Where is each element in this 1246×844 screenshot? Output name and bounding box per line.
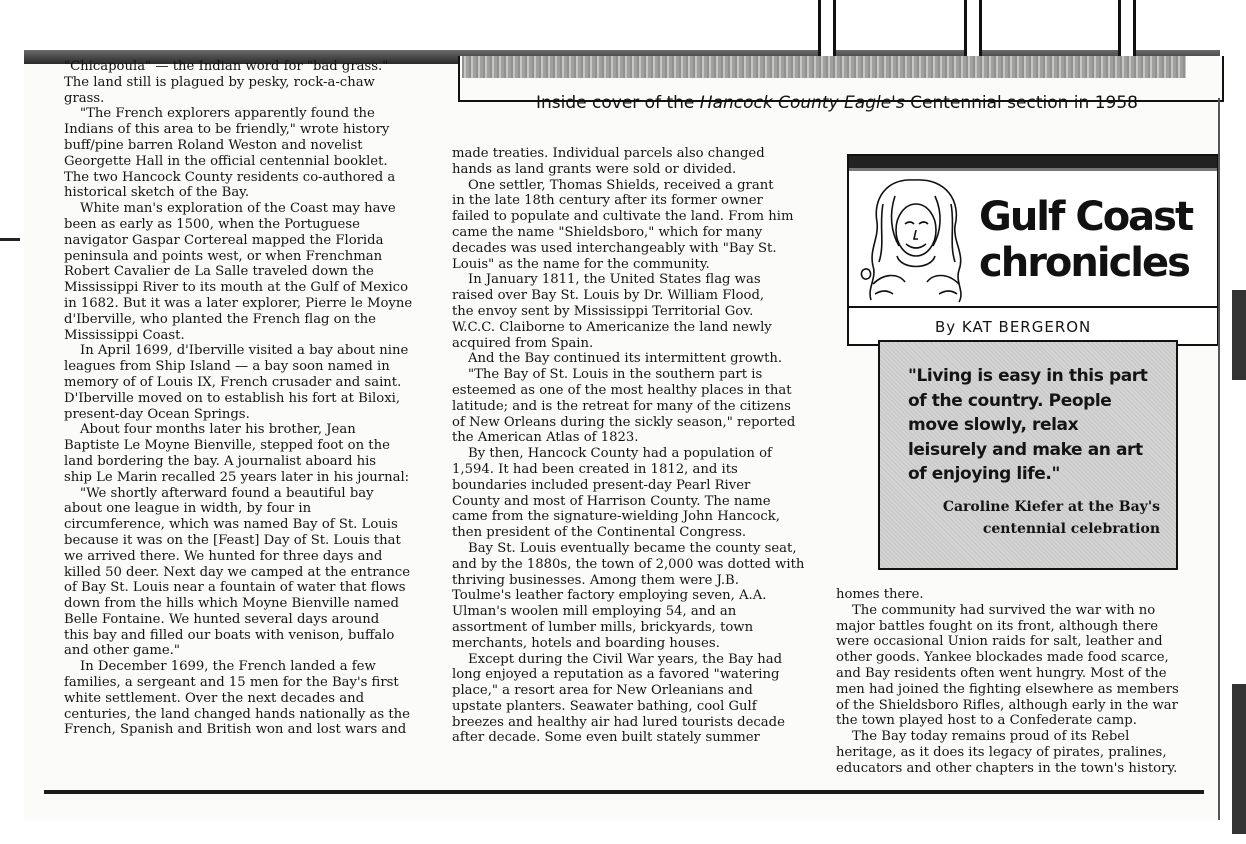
article-line: historical sketch of the Bay. <box>64 185 250 201</box>
publication-name: Hancock County Eagle's <box>699 93 905 113</box>
column-masthead <box>979 194 1209 286</box>
article-line: Georgette Hall in the official centennial booklet. <box>64 153 388 169</box>
article-line: after decade. Some even built stately summer <box>452 730 760 746</box>
article-line: acquired from Spain. <box>452 335 594 351</box>
article-line: in 1682. But it was a later explorer, Pierre le Moyne <box>64 295 413 311</box>
article-line: One settler, Thomas Shields, received a grant <box>468 177 774 193</box>
article-line: The community had survived the war with no <box>852 602 1156 618</box>
divider <box>849 306 1217 308</box>
article-column-1 <box>64 59 436 738</box>
article-line: Baptiste Le Moyne Bienville, stepped foot on the <box>64 438 390 454</box>
article-line: Belle Fontaine. We hunted several days around <box>64 611 380 627</box>
scan-smudge <box>1232 290 1246 380</box>
masthead-line: Gulf Coast <box>979 194 1193 240</box>
article-line: and other game." <box>64 643 180 659</box>
article-line: About four months later his brother, Jean <box>80 422 356 438</box>
article-line: major battles fought on its front, although there <box>836 618 1159 634</box>
article-line: thriving businesses. Among them were J.B. <box>452 572 739 588</box>
article-line: "The Bay of St. Louis in the southern part is <box>468 367 763 383</box>
article-line: navigator Gaspar Cortereal mapped the Florida <box>64 232 384 248</box>
page-edge-rule <box>1218 98 1220 820</box>
article-line: breezes and healthy air had lured tourists decade <box>452 714 785 730</box>
article-line: the American Atlas of 1823. <box>452 430 639 446</box>
scan-smudge <box>0 238 20 241</box>
article-line: and by the 1880s, the town of 2,000 was dotted with <box>452 556 805 572</box>
page-caption: Inside cover of the Hancock County Eagle's Centennial section in 1958 <box>536 93 1138 113</box>
quote-line: "Living is easy in this part <box>908 366 1148 386</box>
article-line: "The French explorers apparently found the <box>80 106 375 122</box>
article-line: heritage, as it does its legacy of pirates, pralines, <box>836 744 1167 760</box>
article-line: in the late 18th century after its former owner <box>452 193 763 209</box>
article-line: men had joined the fighting elsewhere as members <box>836 681 1179 697</box>
article-line: upstate planters. Seawater bathing, cool Gulf <box>452 698 757 714</box>
article-line: In January 1811, the United States flag was <box>468 272 761 288</box>
article-line: Ulman's woolen mill employing 54, and an <box>452 604 737 620</box>
article-line: The Bay today remains proud of its Rebel <box>852 729 1130 745</box>
article-line: "Chicapoula" — the Indian word for "bad grass." <box>64 59 389 74</box>
article-line: educators and other chapters in the town's history. <box>836 760 1178 776</box>
article-line: circumference, which was named Bay of St. Louis <box>64 517 398 533</box>
header-band <box>462 56 1186 78</box>
scan-smudge <box>1232 684 1246 834</box>
article-line: Mississippi Coast. <box>64 327 185 343</box>
article-line: leagues from Ship Island — a bay soon named in <box>64 359 390 375</box>
article-line: grass. <box>64 90 105 106</box>
article-line: Bay St. Louis eventually became the county seat, <box>468 540 797 556</box>
article-line: 1,594. It had been created in 1812, and its <box>452 461 738 477</box>
pull-quote-box <box>878 340 1178 570</box>
article-line: d'Iberville, who planted the French flag on the <box>64 311 376 327</box>
article-line: The two Hancock County residents co-authored a <box>64 169 396 185</box>
article-line: then president of the Continental Congress. <box>452 525 747 541</box>
article-line: of Bay St. Louis near a fountain of water that flows <box>64 580 406 596</box>
article-line: down from the hills which Moyne Bienville named <box>64 596 399 612</box>
article-line: came from the signature-wielding John Hancock, <box>452 509 780 525</box>
article-line: the envoy sent by Mississippi Territorial Gov. <box>452 303 754 319</box>
masthead-line: chronicles <box>979 240 1189 286</box>
article-line: boundaries included present-day Pearl River <box>452 477 751 493</box>
article-line: peninsula and points west, or when Frenchman <box>64 248 383 264</box>
article-line: long enjoyed a reputation as a favored "watering <box>452 667 780 683</box>
article-line: By then, Hancock County had a population of <box>468 446 772 462</box>
article-line: buff/pine barren Roland Weston and novelist <box>64 137 363 153</box>
article-line: And the Bay continued its intermittent growth. <box>468 351 783 367</box>
article-line: and Bay residents often went hungry. Most of the <box>836 665 1167 681</box>
quote-line: of enjoying life." <box>908 464 1060 484</box>
article-line: assortment of lumber mills, brickyards, town <box>452 619 754 635</box>
article-line: County and most of Harrison County. The name <box>452 493 771 509</box>
article-line: place," a resort area for New Orleanians and <box>452 683 753 699</box>
header-dark-band <box>849 156 1217 168</box>
binder-clip <box>1118 0 1136 63</box>
quote-line: leisurely and make an art <box>908 439 1143 460</box>
article-line: Except during the Civil War years, the Bay had <box>468 651 783 667</box>
article-line: made treaties. Individual parcels also changed <box>452 146 765 161</box>
attribution-line: Caroline Kiefer at the Bay's <box>942 499 1160 515</box>
article-line: we arrived there. We hunted for three days and <box>64 548 383 564</box>
quote-line: move slowly, relax <box>908 415 1079 435</box>
article-line: White man's exploration of the Coast may have <box>80 201 396 217</box>
pull-quote-text <box>908 364 1168 487</box>
article-line: because it was on the [Feast] Day of St. Louis that <box>64 532 401 548</box>
article-line: "We shortly afterward found a beautiful bay <box>80 485 374 501</box>
article-line: raised over Bay St. Louis by Dr. William Flood, <box>452 288 765 304</box>
article-column-2 <box>452 146 832 746</box>
column-header-box <box>847 154 1219 346</box>
article-line: In April 1699, d'Iberville visited a bay about nine <box>80 343 409 359</box>
article-line: families, a sergeant and 15 men for the Bay's first <box>64 675 399 691</box>
article-line: of the Shieldsboro Rifles, although early in the war <box>836 697 1178 713</box>
article-line: white settlement. Over the next decades and <box>64 690 365 706</box>
article-line: present-day Ocean Springs. <box>64 406 250 422</box>
binder-clip <box>964 0 982 63</box>
attribution-line: centennial celebration <box>982 521 1160 537</box>
article-line: merchants, hotels and boarding houses. <box>452 635 720 651</box>
article-line: W.C.C. Claiborne to Americanize the land newly <box>452 319 772 335</box>
article-line: were occasional Union raids for salt, leather and <box>836 634 1163 650</box>
article-line: land bordering the bay. A journalist aboard his <box>64 453 377 469</box>
article-line: memory of of Louis IX, French crusader and saint. <box>64 374 402 390</box>
quote-line: of the country. People <box>908 390 1112 411</box>
article-line: been as early as 1500, when the Portuguese <box>64 216 360 232</box>
article-line: French, Spanish and British won and lost wars and <box>64 722 407 738</box>
article-line: failed to populate and cultivate the land. From him <box>452 209 794 225</box>
article-line: decades was used interchangeably with "Bay St. <box>452 240 777 256</box>
article-line: The land still is plagued by pesky, rock-a-chaw <box>64 74 375 90</box>
article-line: ship Le Marin recalled 25 years later in his journal: <box>64 469 410 485</box>
article-line: came the name "Shieldsboro," which for many <box>452 224 763 240</box>
article-line: hands as land grants were sold or divided. <box>452 161 737 177</box>
article-line: In December 1699, the French landed a few <box>80 659 376 675</box>
article-line: about one league in width, by four in <box>64 501 312 517</box>
article-line: centuries, the land changed hands nationally as the <box>64 706 410 722</box>
article-line: esteemed as one of the most healthy places in that <box>452 382 792 398</box>
article-line: of New Orleans during the sickly season," reported <box>452 414 796 430</box>
article-line: Toulme's leather factory employing seven, A.A. <box>452 588 767 604</box>
byline: By KAT BERGERON <box>935 318 1092 336</box>
article-line: Robert Cavalier de La Salle traveled down the <box>64 264 374 280</box>
quote-attribution <box>920 496 1160 540</box>
article-line: homes there. <box>836 587 924 602</box>
bottom-rule <box>44 790 1204 794</box>
article-line: latitude; and is the retreat for many of the citizens <box>452 398 791 414</box>
article-line: Indians of this area to be friendly," wrote history <box>64 122 390 138</box>
binder-clip <box>818 0 836 63</box>
author-portrait-illustration <box>855 174 979 306</box>
article-line: Mississippi River to its mouth at the Gulf of Mexico <box>64 280 409 296</box>
article-line: Louis" as the name for the community. <box>452 256 710 272</box>
article-column-3 <box>836 587 1212 777</box>
header-dark-band <box>849 168 1217 171</box>
article-line: killed 50 deer. Next day we camped at the entrance <box>64 564 411 580</box>
article-line: this bay and filled our boats with venison, buffalo <box>64 627 395 643</box>
article-line: D'Iberville moved on to establish his fort at Biloxi, <box>64 390 401 406</box>
article-line: other goods. Yankee blockades made food scarce, <box>836 650 1169 666</box>
article-line: the town played host to a Confederate camp. <box>836 713 1137 729</box>
